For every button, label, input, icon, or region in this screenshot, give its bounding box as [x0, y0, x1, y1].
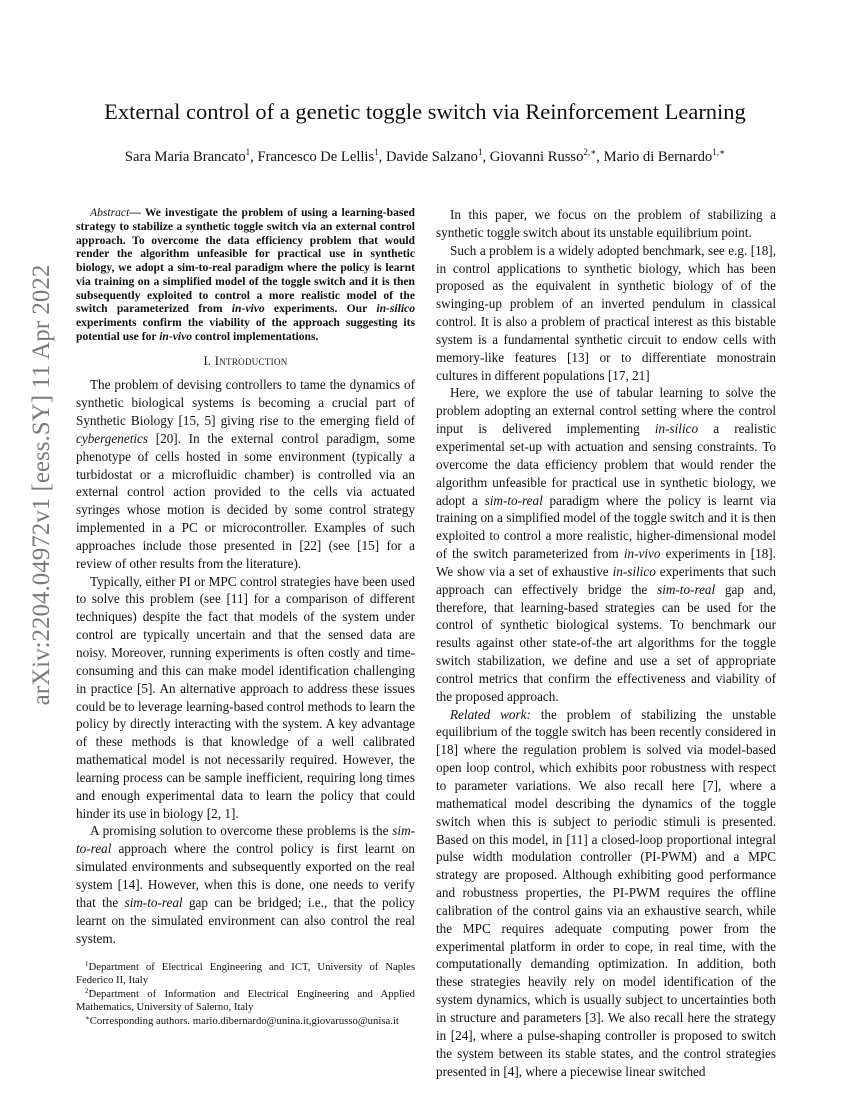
paragraph: The problem of devising controllers to tame the dynamics of synthetic biological systems is becoming a crucial part of Synthetic Biology [15, 5] giving rise to the emerging field of cybergenetics [20]. In the external control paradigm, some phenotype of cells hosted in some environment (typically a turbidostat or a microfluidic chamber) is controlled via an external control action provided to the cells via actuated syringes whose motion is decided by some control strategy implemented in a PC or microcontroller. Examples of such approaches include those presented in [22] (see [15] for a review of other results from the literature).	[76, 377, 415, 571]
arxiv-stamp	[22, 264, 62, 706]
author-list	[0, 147, 850, 167]
footnote: ∗Corresponding authors. mario.dibernardo@unina.it,giovarusso@unisa.it	[85, 1013, 399, 1027]
author: Francesco De Lellis$^1$,	[257, 147, 386, 165]
arxiv-stamp-text: arXiv:2204.04972v1 [eess.SY] 11 Apr 2022	[28, 264, 55, 706]
footnote: $^2$Department of Information and Electrical Engineering and Applied Mathematics, University of Salerno, Italy	[76, 987, 415, 1013]
paper-title: External control of a genetic toggle switch via Reinforcement Learning	[104, 99, 746, 124]
footnotes	[76, 961, 415, 1027]
author: Giovanni Russo$^{2,∗}$,	[489, 147, 604, 165]
author: Davide Salzano$^1$,	[385, 147, 490, 165]
left-column	[76, 206, 415, 1029]
paragraph: Typically, either PI or MPC control strategies have been used to solve this problem (see [11] for a comparison of different techniques) despite the fact that models of the system under control are typically uncertain and that the sensed data are noisy. Moreover, running experiments is often costly and time-consuming and this can make model identification challenging in practice [5]. An alternative approach to address these issues could be to leverage learning-based control methods to learn the policy by directly interacting with the system. A key advantage of these methods is that knowledge of a well calibrated mathematical model is not necessarily required. However, the learning process can be sample inefficient, requiring long times and enough experimental data to learn the policy that could hinder its use in biology [2, 1].	[76, 573, 415, 821]
paragraph: A promising solution to overcome these problems is the sim-to-real approach where the control policy is first learnt on simulated environments and subsequently exported on the real system [14]. However, when this is done, one needs to verify that the sim-to-real gap can be bridged; i.e., that the policy learnt on the simulated environment can also control the real system.	[76, 823, 415, 946]
paragraph: In this paper, we focus on the problem of stabilizing a synthetic toggle switch about its unstable equilibrium point.	[436, 207, 776, 240]
footnote: $^1$Department of Electrical Engineering and ICT, University of Naples Federico II, Italy	[76, 960, 415, 986]
right-column	[436, 206, 776, 1080]
abstract: Abstract— We investigate the problem of using a learning-based strategy to stabilize a synthetic toggle switch via an external control approach. To overcome the data efficiency problem that would render the algorithm unfeasible for practical use in synthetic biology, we adopt a sim-to-real paradigm where the policy is learnt via training on a simplified model of the toggle switch and it is then subsequently exploited to control a more realistic model of the switch parameterized from in-vivo experiments. Our in-silico experiments confirm the viability of the approach suggesting its potential use for in-vivo control implementations.	[76, 206, 415, 343]
paragraph-related-work: Related work: the problem of stabilizing the unstable equilibrium of the toggle switch has been recently considered in [18] where the regulation problem is solved via model-based open loop control, which exhibits poor robustness with respect to parameter variations. We also recall here [7], where a mathematical model describing the dynamics of the toggle switch when this is subject to periodic stimuli is presented. Based on this model, in [11] a closed-loop proportional integral pulse width modulation controller (PI-PWM) and a MPC strategy are proposed. Although exhibiting good performance and robustness properties, the PI-PWM requires the offline calibration of the control gains via an exhaustive search, while the MPC requires adequate computing power from the experimental platform in order to cope, in real time, with the computationally demanding optimization. In addition, both these strategies heavily rely on model identification of the system dynamics, which is usually subject to uncertainties both in structure and parameters [3]. We also recall here the strategy in [24], where a pulse-shaping controller is proposed to switch the system between its stable states, and the control strategies presented in [4], where a piecewise linear switched	[436, 706, 776, 1079]
author: Mario di Bernardo$^{1,∗}$	[603, 147, 726, 165]
author: Sara Maria Brancato$^1$,	[124, 147, 258, 165]
paragraph: Here, we explore the use of tabular learning to solve the problem adopting an external control setting where the control input is delivered implementing in-silico a realistic experimental set-up with actuation and sensing constraints. To overcome the data efficiency problem that would render the algorithm unfeasible for practical use in synthetic biology, we adopt a sim-to-real paradigm where the policy is learnt via training on a simplified model of the toggle switch and it is then exploited to control a more realistic, higher-dimensional model of the switch parameterized from in-vivo experiments in [18]. We show via a set of exhaustive in-silico experiments that such approach can effectively bridge the sim-to-real gap and, therefore, that learning-based strategies can be used for the control of synthetic biological systems. To benchmark our results against other state-of-the art algorithms for the toggle switch stabilization, we define and use a set of appropriate control metrics that confirm the effectiveness and viability of the proposed approach.	[436, 385, 777, 704]
section-heading-introduction: I. Introduction	[203, 353, 288, 368]
paragraph: Such a problem is a widely adopted benchmark, see e.g. [18], in control applications to synthetic biology, which has been proposed as the equivalent in synthetic biology of of the swinging-up problem of an inverted pendulum in classical control. It is also a problem of practical interest as this bistable system is a fundamental synthetic circuit to endow cells with memory-like features [13] or to differentiate monostrain cultures in different populations [17, 21]	[436, 242, 776, 383]
